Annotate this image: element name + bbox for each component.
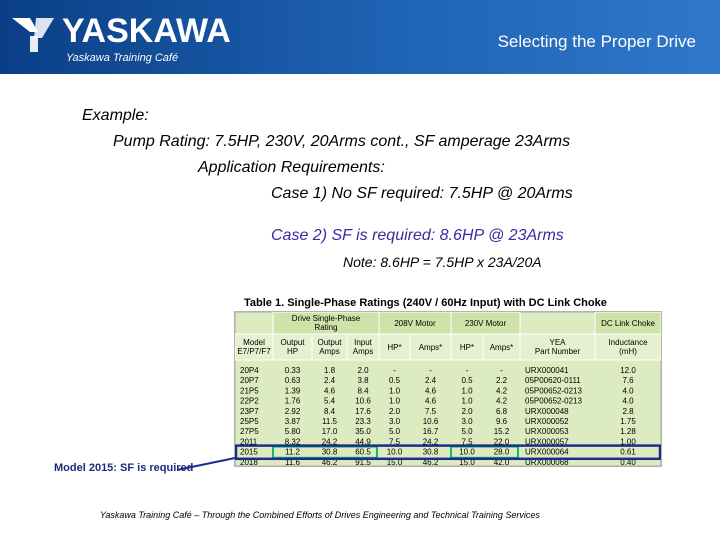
table-cell-text: 7.5 [461, 437, 473, 447]
table-cell-text: 24.2 [422, 437, 439, 447]
table-cell-text: 46.2 [422, 457, 439, 467]
table-cell-text: 7.5 [424, 406, 437, 416]
table-cell-text: 1.75 [620, 417, 636, 426]
table-cell-text: 1.0 [388, 386, 401, 396]
table-cell-text: 6.8 [495, 406, 508, 416]
column-header-text: Part Number [534, 347, 581, 356]
callout-label: Model 2015: SF is required [54, 462, 194, 474]
table-cell-text: 2.0 [357, 366, 369, 375]
table-cell-text: 42.0 [493, 457, 510, 467]
table-cell-text: 3.8 [357, 376, 369, 386]
table-cell-text: 3.87 [284, 417, 301, 426]
table-cell-text: 05P00620-0111 [525, 376, 581, 386]
column-header-text: YEA [549, 338, 566, 347]
column-header-text: E7/P7/F7 [237, 347, 271, 356]
table-cell-text: 22.0 [493, 437, 510, 447]
table-cell-text: 7.5 [388, 437, 401, 447]
table-cell-text: 44.9 [355, 437, 371, 447]
table-cell-text: 2011 [240, 437, 258, 447]
table-cell-text: 0.63 [284, 376, 301, 386]
table-cell-text: 12.0 [620, 366, 636, 375]
table-cell-text: 27P5 [240, 427, 259, 437]
table-cell-text: 2.92 [284, 406, 301, 416]
table-cell-text: 1.0 [461, 396, 473, 406]
table-cell-text: 15.2 [493, 427, 510, 437]
table-cell-text: 11.2 [285, 447, 300, 457]
table-cell-text: 2.2 [495, 376, 508, 386]
header-bar [0, 0, 720, 74]
table-cell-text: URX000048 [525, 406, 569, 416]
table-cell-text: 7.6 [622, 376, 634, 386]
column-header-text: Inductance [608, 338, 648, 347]
table-cell-text: 35.0 [355, 427, 371, 437]
table-cell-text: 4.6 [424, 386, 437, 396]
table-cell-text: 2.8 [622, 406, 634, 416]
table-cell-text: URX000053 [525, 427, 569, 437]
table-cell-text: 2018 [240, 457, 258, 467]
column-header-text: HP* [459, 343, 475, 352]
app-requirements-line: Application Requirements: [198, 159, 385, 176]
column-header-text: Amps [319, 347, 340, 356]
table-cell-text: 1.00 [620, 437, 636, 447]
group-header-text: DC Link Choke [601, 319, 655, 328]
table-cell-text: 15.0 [459, 457, 475, 467]
table-cell-text: 0.61 [620, 447, 636, 457]
table-cell-text: - [500, 366, 503, 375]
column-header-text: Amps* [418, 343, 443, 352]
table-cell-text: 10.0 [459, 447, 475, 457]
table-cell-text: - [429, 366, 432, 375]
table-grid [234, 311, 662, 467]
case-1-line: Case 1) No SF required: 7.5HP @ 20Arms [271, 185, 573, 202]
table-cell-text: 3.0 [388, 417, 401, 426]
table-cell-text: 28.0 [493, 447, 510, 457]
table-cell-text: 17.0 [321, 427, 338, 437]
group-header-text: 230V Motor [464, 319, 507, 328]
table-cell-text: 1.8 [323, 366, 336, 375]
table-cell-text: 22P2 [240, 396, 259, 406]
table-cell-text: 0.40 [620, 457, 636, 467]
table-cell-text: 2.4 [323, 376, 336, 386]
table-cell-text: 4.2 [495, 386, 508, 396]
table-cell-text: 05P00652-0213 [525, 386, 582, 396]
table-cell-text: 11.5 [322, 417, 337, 426]
table-cell-text: 30.8 [422, 447, 439, 457]
table-cell-text: 8.32 [284, 437, 301, 447]
column-header-text: HP* [387, 343, 402, 352]
column-header-text: Model [243, 338, 265, 347]
column-header-text: Output [317, 338, 342, 347]
group-header-text: Drive Single-Phase [291, 314, 361, 323]
table-cell-text: 2.4 [424, 376, 437, 386]
footer-text: Yaskawa Training Café – Through the Combined Efforts of Drives Engineering and Technical Training Services [100, 510, 540, 520]
table-cell-text: 1.39 [284, 386, 301, 396]
page-title: Selecting the Proper Drive [497, 32, 696, 51]
table-cell-text: 2015 [240, 447, 258, 457]
table-cell-text: 8.4 [323, 406, 336, 416]
table-cell-text: 5.0 [388, 427, 401, 437]
table-cell-text: 2.0 [388, 406, 401, 416]
table-cell-text: 17.6 [355, 406, 371, 416]
column-header-text: Amps* [489, 343, 514, 352]
case-2-line: Case 2) SF is required: 8.6HP @ 23Arms [271, 227, 564, 244]
table-cell-text: 20P7 [240, 376, 259, 386]
pump-rating-line: Pump Rating: 7.5HP, 230V, 20Arms cont., SF amperage 23Arms [113, 133, 571, 150]
table-cell-text: - [393, 366, 396, 375]
table-cell-text: 20P4 [240, 366, 259, 375]
table-cell-text: 05P00652-0213 [525, 396, 582, 406]
column-header-text: Input [354, 338, 372, 347]
table-cell-text: 4.0 [622, 396, 634, 406]
table-cell-text: 1.0 [461, 386, 473, 396]
yaskawa-logo [10, 8, 250, 66]
table-cell-text: 11.6 [285, 457, 300, 467]
table-cell-text: 10.6 [355, 396, 371, 406]
ratings-table [228, 295, 664, 471]
table-cell-text: 9.6 [495, 417, 508, 426]
group-header-text: Rating [314, 323, 338, 332]
table-cell-text: 1.28 [620, 427, 636, 437]
table-cell-text: 23P7 [240, 406, 259, 416]
table-cell-text: URX000057 [525, 437, 569, 447]
table-cell-text: 4.0 [622, 386, 634, 396]
table-cell-text: 10.0 [386, 447, 403, 457]
table-cell-text: 0.5 [388, 376, 401, 386]
table-cell-text: 0.5 [461, 376, 473, 386]
logo-text: YASKAWA [62, 12, 231, 50]
table-cell-text: 24.2 [321, 437, 338, 447]
table-cell-text: 10.6 [422, 417, 439, 426]
note-line: Note: 8.6HP = 7.5HP x 23A/20A [343, 254, 542, 270]
table-cell-text: 8.4 [357, 386, 369, 396]
column-header-text: Amps [352, 347, 374, 356]
table-cell-text: 46.2 [321, 457, 338, 467]
table-title: Table 1. Single-Phase Ratings (240V / 60Hz Input) with DC Link Choke [244, 297, 607, 309]
table-cell-text: 4.2 [495, 396, 508, 406]
table-cell-text: 5.0 [461, 427, 473, 437]
table-cell-text: 16.7 [422, 427, 439, 437]
table-cell-text: 1.76 [284, 396, 301, 406]
column-header-text: Output [280, 338, 305, 347]
group-header-text: 208V Motor [394, 319, 436, 328]
column-header-text: HP [286, 347, 299, 356]
callout-arrow [175, 440, 265, 480]
table-cell-text: URX000064 [525, 447, 569, 457]
table-cell-text: 4.6 [323, 386, 336, 396]
table-cell-text: 91.5 [355, 457, 371, 467]
logo-subtitle: Yaskawa Training Café [66, 52, 179, 64]
table-cell-text: 5.80 [284, 427, 301, 437]
table-cell-text: 25P5 [240, 417, 259, 426]
table-cell-text: 23.3 [355, 417, 371, 426]
table-cell-text: URX000068 [525, 457, 569, 467]
table-cell-text: URX000052 [525, 417, 569, 426]
column-header-text: (mH) [619, 347, 637, 356]
table-cell-text: 5.4 [323, 396, 336, 406]
table-cell-text: 4.6 [424, 396, 437, 406]
table-cell-text: 2.0 [461, 406, 473, 416]
table-cell-text: 3.0 [461, 417, 473, 426]
table-cell-text: 21P5 [240, 386, 259, 396]
table-cell-text: 0.33 [284, 366, 301, 375]
table-cell-text: 1.0 [388, 396, 401, 406]
table-cell-text: - [465, 366, 469, 375]
table-cell-text: 60.5 [355, 447, 371, 457]
table-cell-text: 15.0 [386, 457, 403, 467]
example-label: Example: [82, 107, 149, 124]
table-cell-text: 30.8 [321, 447, 338, 457]
table-cell-text: URX000041 [525, 366, 569, 375]
logo-emblem-icon [10, 14, 56, 54]
